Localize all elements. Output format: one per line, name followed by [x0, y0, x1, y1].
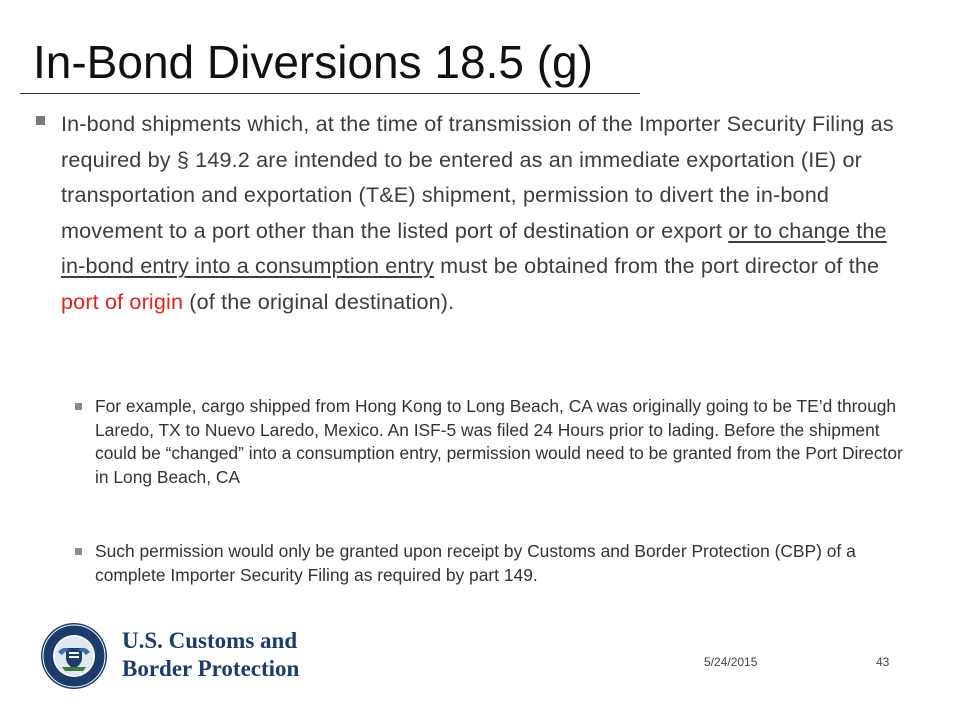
highlighted-phrase: port of origin: [61, 288, 184, 314]
cbp-logo: [40, 622, 340, 688]
dhs-seal-icon: [40, 622, 108, 690]
footer-date: 5/24/2015: [704, 655, 758, 669]
underlined-phrase: or to change the in-bond entry into a consumption entry: [61, 217, 887, 278]
sub-bullet-text: Such permission would only be granted upon receipt by Customs and Border Protection (CBP) of a complete Importer Security Filing as required by part 149.: [95, 541, 856, 585]
org-name-line1: U.S. Customs and: [122, 628, 298, 653]
sub-bullet-text: For example, cargo shipped from Hong Kong to Long Beach, CA was originally going to be TE’d through Laredo, TX to Nuevo Laredo, Mexico. An ISF-5 was filed 24 Hours prior to lading. Before the shipment could be “changed” into a consumption entry, permission would need to be granted from the Port Director in Long Beach, CA: [95, 396, 903, 487]
org-name-line2: Border Protection: [122, 656, 300, 681]
title-underline: [20, 93, 640, 94]
page-number: 43: [876, 655, 890, 669]
square-bullet-icon: [75, 548, 82, 555]
main-bullet-part2: must be obtained from the port director of the: [434, 253, 880, 278]
sub-bullet: [75, 395, 905, 489]
main-bullet-part3: (of the original destination).: [183, 288, 455, 314]
main-bullet-part1: In-bond shipments which, at the time of transmission of the Importer Security Filing as required by § 149.2 are intended to be entered as an immediate exportation (IE) or transportation and exportation (T&E) shipment, permission to divert the in-bond movement to a port other than the listed port of destination or export: [61, 111, 894, 243]
square-bullet-icon: [75, 403, 82, 410]
square-bullet-icon: [36, 116, 45, 125]
sub-bullet: [75, 540, 905, 587]
main-bullet: [36, 106, 898, 319]
main-bullet-text: [61, 106, 898, 319]
org-name: [122, 627, 299, 683]
slide-title: In-Bond Diversions 18.5 (g): [33, 36, 593, 88]
